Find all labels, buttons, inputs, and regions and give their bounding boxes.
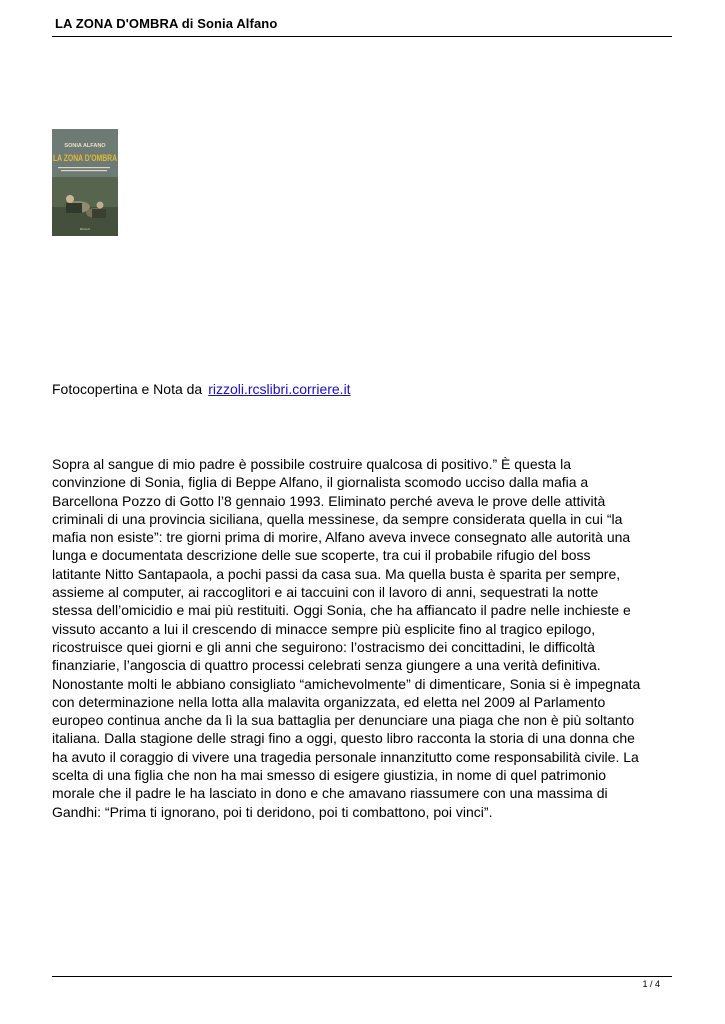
- document-title: LA ZONA D'OMBRA di Sonia Alfano: [55, 16, 278, 31]
- image-caption: [52, 380, 351, 398]
- source-link[interactable]: rizzoli.rcslibri.corriere.it: [208, 381, 351, 397]
- page-footer: [52, 976, 672, 989]
- article-body: Sopra al sangue di mio padre è possibile costruire qualcosa di positivo.” È questa la convinzione di Sonia, figlia di Beppe Alfano, il giornalista scomodo ucciso dalla mafia a Barcellona Pozzo di Gotto l’8 gennaio 1993. Eliminato perché aveva le prove delle attività criminali di una provincia siciliana, quella messinese, da sempre considerata quella in cui “la mafia non esiste”: tre giorni prima di morire, Alfano aveva invece consegnato alle autorità una lunga e documentata descrizione delle sue scoperte, tra cui il probabile rifugio del boss latitante Nitto Santapaola, a pochi passi da casa sua. Ma quella busta è sparita per sempre, assieme al computer, ai raccoglitori e ai taccuini con il lavoro di anni, sequestrati la notte stessa dell’omicidio e mai più restituiti. Oggi Sonia, che ha affiancato il padre nelle inchieste e vissuto accanto a lui il crescendo di minacce sempre più esplicite fino al tragico epilogo, ricostruisce quei giorni e gli anni che seguirono: l’ostracismo dei concittadini, le difficoltà finanziarie, l’angoscia di quattro processi celebrati senza giungere a una verità definitiva. Nonostante molti le abbiano consigliato “amichevolmente” di dimenticare, Sonia si è impegnata con determinazione nella lotta alla malavita organizzata, ed eletta nel 2009 al Parlamento europeo continua anche da lì la sua battaglia per denunciare una piaga che non è più soltanto italiana. Dalla stagione delle stragi fino a oggi, questo libro racconta la storia di una donna che ha avuto il coraggio di vivere una tragedia personale innanzitutto come responsabilità civile. La scelta di una figlia che non ha mai smesso di esigere giustizia, in nome di quel patrimonio morale che il padre le ha lasciato in dono e che amavano riassumere con una massima di Gandhi: “Prima ti ignorano, poi ti deridono, poi ti combattono, poi vinci”.: [52, 456, 641, 820]
- cover-publisher: Rizzoli: [79, 227, 91, 231]
- cover-author: SONIA ALFANO: [64, 143, 106, 149]
- caption-label: Fotocopertina e Nota da: [52, 381, 203, 397]
- page-header: [52, 14, 672, 37]
- cover-title: LA ZONA D'OMBRA: [53, 153, 118, 163]
- page-number: 1 / 4: [642, 979, 660, 989]
- book-cover-image: [52, 129, 118, 236]
